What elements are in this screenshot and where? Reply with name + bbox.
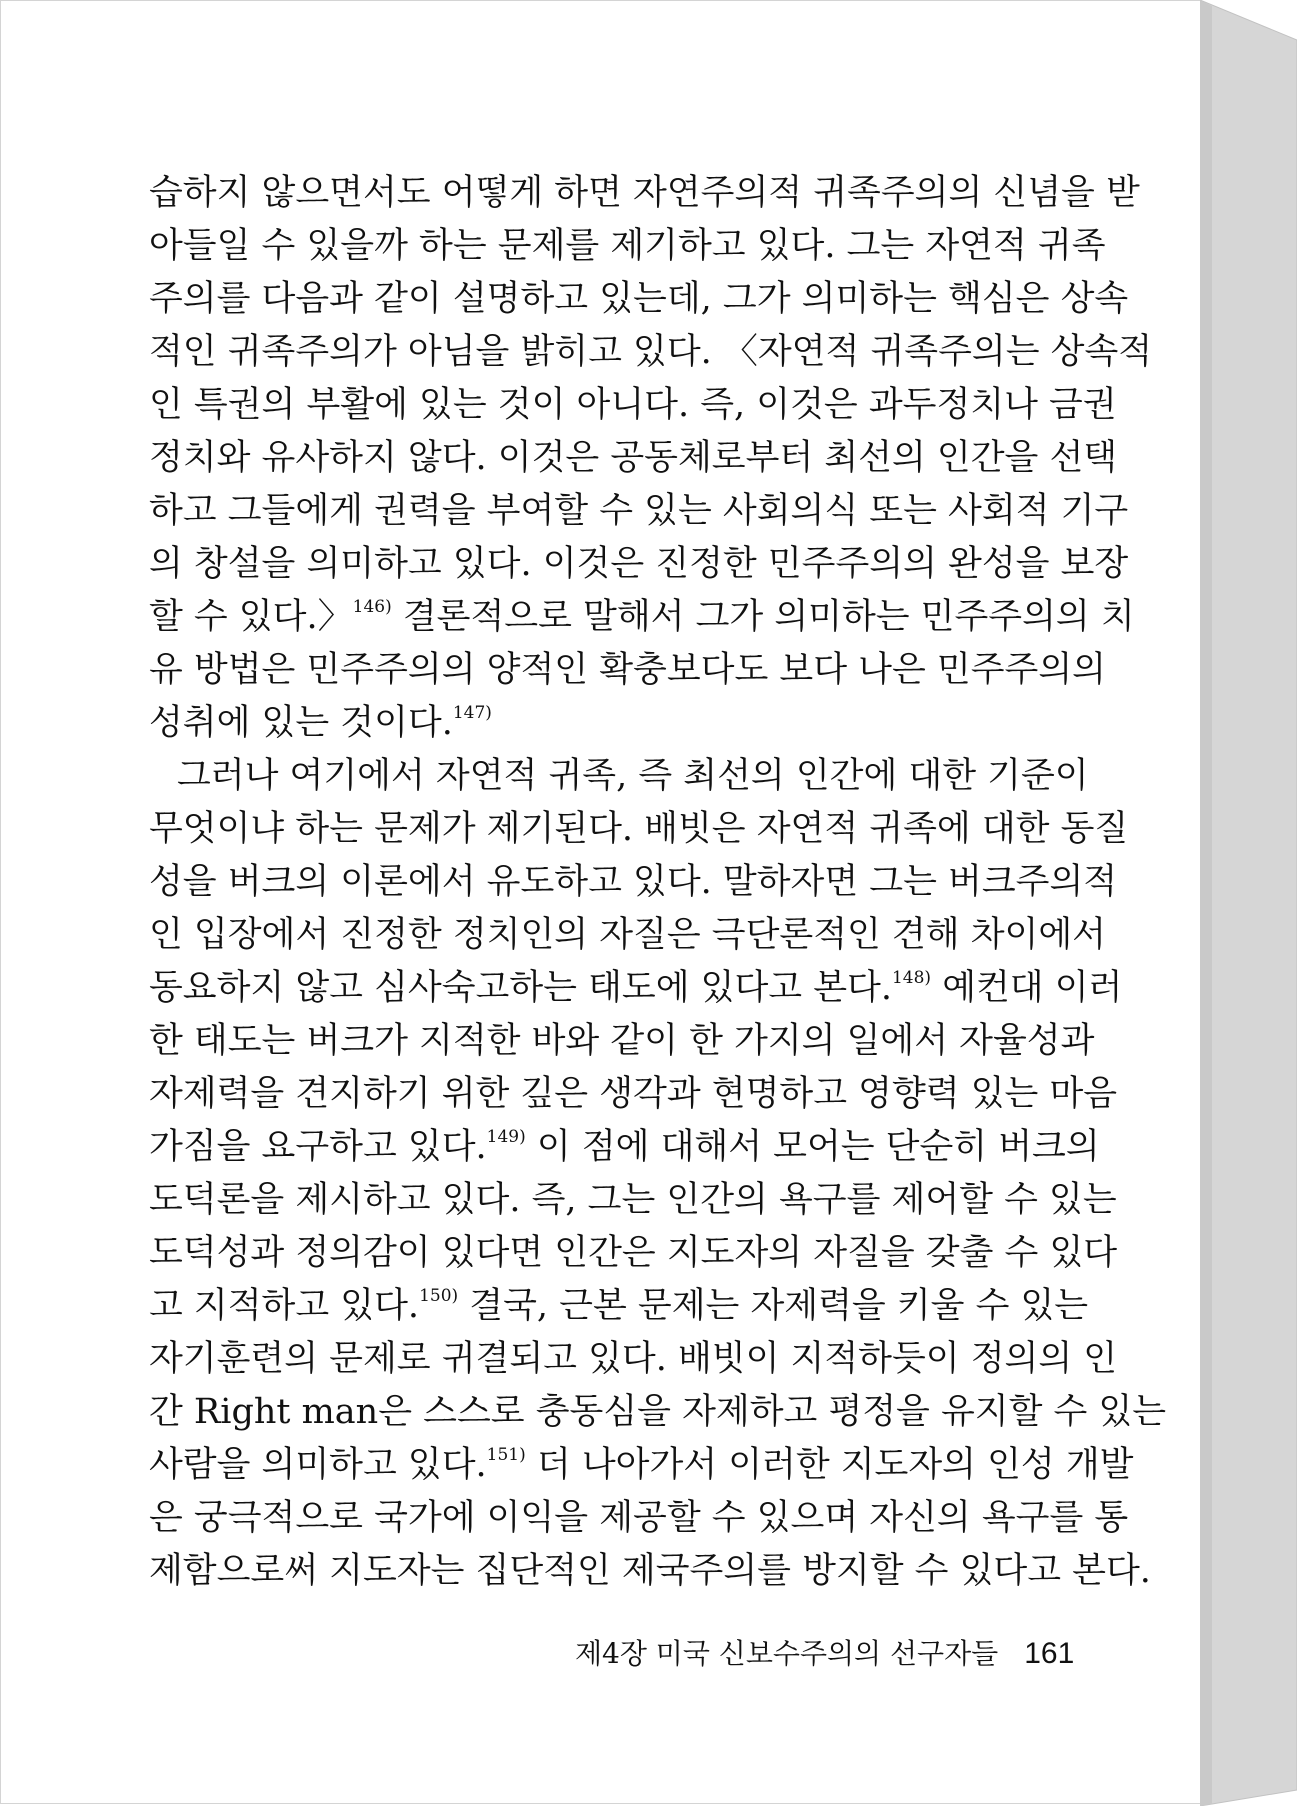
- footnote-marker: 147): [452, 703, 492, 723]
- text-line: [149, 1386, 1167, 1439]
- text-line: [149, 326, 1153, 379]
- text-segment: 예컨대 이러: [931, 968, 1123, 1008]
- text-segment: 결국, 근본 문제는 자제력을 키울 수 있는: [458, 1286, 1089, 1326]
- text-line: [149, 803, 1129, 856]
- footnote-marker: 148): [891, 968, 932, 988]
- text-line: [149, 273, 1129, 326]
- footnote-marker: 150): [419, 1286, 459, 1306]
- text-segment: 주의를 다음과 같이 설명하고 있는데, 그가 의미하는 핵심은 상속: [149, 279, 1129, 319]
- text-segment: 그러나 여기에서 자연적 귀족, 즉 최선의 인간에 대한 기준이: [177, 756, 1089, 796]
- page-stack-edge: [1200, 0, 1297, 1806]
- body-text: [149, 167, 1167, 1598]
- text-segment: 가짐을 요구하고 있다.: [149, 1127, 487, 1167]
- text-segment: 자제력을 견지하기 위한 깊은 생각과 현명하고 영향력 있는 마음: [149, 1074, 1118, 1114]
- text-line: [149, 1492, 1129, 1545]
- text-line: [149, 379, 1117, 432]
- text-line: [149, 1068, 1118, 1121]
- text-line: [149, 591, 1135, 644]
- page-footer: [575, 1632, 1075, 1676]
- text-segment: 무엇이냐 하는 문제가 제기된다. 배빗은 자연적 귀족에 대한 동질: [149, 809, 1129, 849]
- text-line: [149, 1121, 1100, 1174]
- text-segment: 제함으로써 지도자는 집단적인 제국주의를 방지할 수 있다고 본다.: [149, 1551, 1151, 1591]
- footnote-marker: 149): [486, 1127, 526, 1147]
- page-stack-edge-shape: [1200, 0, 1297, 1806]
- text-segment: 한 태도는 버크가 지적한 바와 같이 한 가지의 일에서 자율성과: [149, 1021, 1095, 1061]
- text-segment: 하고 그들에게 권력을 부여할 수 있는 사회의식 또는 사회적 기구: [149, 491, 1129, 531]
- text-segment: 습하지 않으면서도 어떻게 하면 자연주의적 귀족주의의 신념을 받: [149, 173, 1140, 213]
- text-segment: 성취에 있는 것이다.: [149, 703, 453, 743]
- text-segment: 결론적으로 말해서 그가 의미하는 민주주의의 치: [391, 597, 1135, 637]
- text-line: [149, 1333, 1118, 1386]
- text-segment: 고 지적하고 있다.: [149, 1286, 420, 1326]
- text-line: [149, 909, 1106, 962]
- footnote-marker: 146): [352, 597, 392, 617]
- text-segment: 은 궁극적으로 국가에 이익을 제공할 수 있으며 자신의 욕구를 통: [149, 1498, 1129, 1538]
- text-line: [149, 856, 1118, 909]
- text-segment: 이 점에 대해서 모어는 단순히 버크의: [525, 1127, 1100, 1167]
- text-line: [149, 1280, 1089, 1333]
- text-segment: 사람을 의미하고 있다.: [149, 1445, 487, 1485]
- text-line: [149, 432, 1118, 485]
- text-line: [149, 750, 1089, 803]
- text-line: [149, 220, 1106, 273]
- text-segment: 성을 버크의 이론에서 유도하고 있다. 말하자면 그는 버크주의적: [149, 862, 1118, 902]
- text-segment: 적인 귀족주의가 아님을 밝히고 있다. 〈자연적 귀족주의는 상속적: [149, 332, 1153, 372]
- text-segment: 더 나아가서 이러한 지도자의 인성 개발: [525, 1445, 1134, 1485]
- text-segment: 인 특권의 부활에 있는 것이 아니다. 즉, 이것은 과두정치나 금권: [149, 385, 1117, 425]
- text-line: [149, 1545, 1151, 1598]
- text-segment: 정치와 유사하지 않다. 이것은 공동체로부터 최선의 인간을 선택: [149, 438, 1118, 478]
- text-segment: 자기훈련의 문제로 귀결되고 있다. 배빗이 지적하듯이 정의의 인: [149, 1339, 1118, 1379]
- text-line: [149, 485, 1129, 538]
- text-line: [149, 644, 1106, 697]
- text-segment: 유 방법은 민주주의의 양적인 확충보다도 보다 나은 민주주의의: [149, 650, 1106, 690]
- text-segment: 의 창설을 의미하고 있다. 이것은 진정한 민주주의의 완성을 보장: [149, 544, 1129, 584]
- text-line: [149, 697, 1057, 750]
- text-line: [149, 167, 1140, 220]
- page-number: 161: [1024, 1637, 1075, 1670]
- text-line: [149, 1227, 1118, 1280]
- running-head: 제4장 미국 신보수주의의 선구자들: [575, 1637, 999, 1670]
- text-line: [149, 1439, 1134, 1492]
- text-segment: 아들일 수 있을까 하는 문제를 제기하고 있다. 그는 자연적 귀족: [149, 226, 1106, 266]
- text-segment: 인 입장에서 진정한 정치인의 자질은 극단론적인 견해 차이에서: [149, 915, 1106, 955]
- footnote-marker: 151): [486, 1445, 526, 1465]
- text-segment: 도덕성과 정의감이 있다면 인간은 지도자의 자질을 갖출 수 있다: [149, 1233, 1118, 1273]
- text-segment: 간 Right man은 스스로 충동심을 자제하고 평정을 유지할 수 있는: [149, 1392, 1167, 1432]
- text-segment: 할 수 있다.〉: [149, 597, 353, 637]
- text-line: [149, 962, 1123, 1015]
- text-segment: 동요하지 않고 심사숙고하는 태도에 있다고 본다.: [149, 968, 892, 1008]
- text-line: [149, 1174, 1117, 1227]
- text-line: [149, 1015, 1095, 1068]
- text-line: [149, 538, 1129, 591]
- text-segment: 도덕론을 제시하고 있다. 즉, 그는 인간의 욕구를 제어할 수 있는: [149, 1180, 1117, 1220]
